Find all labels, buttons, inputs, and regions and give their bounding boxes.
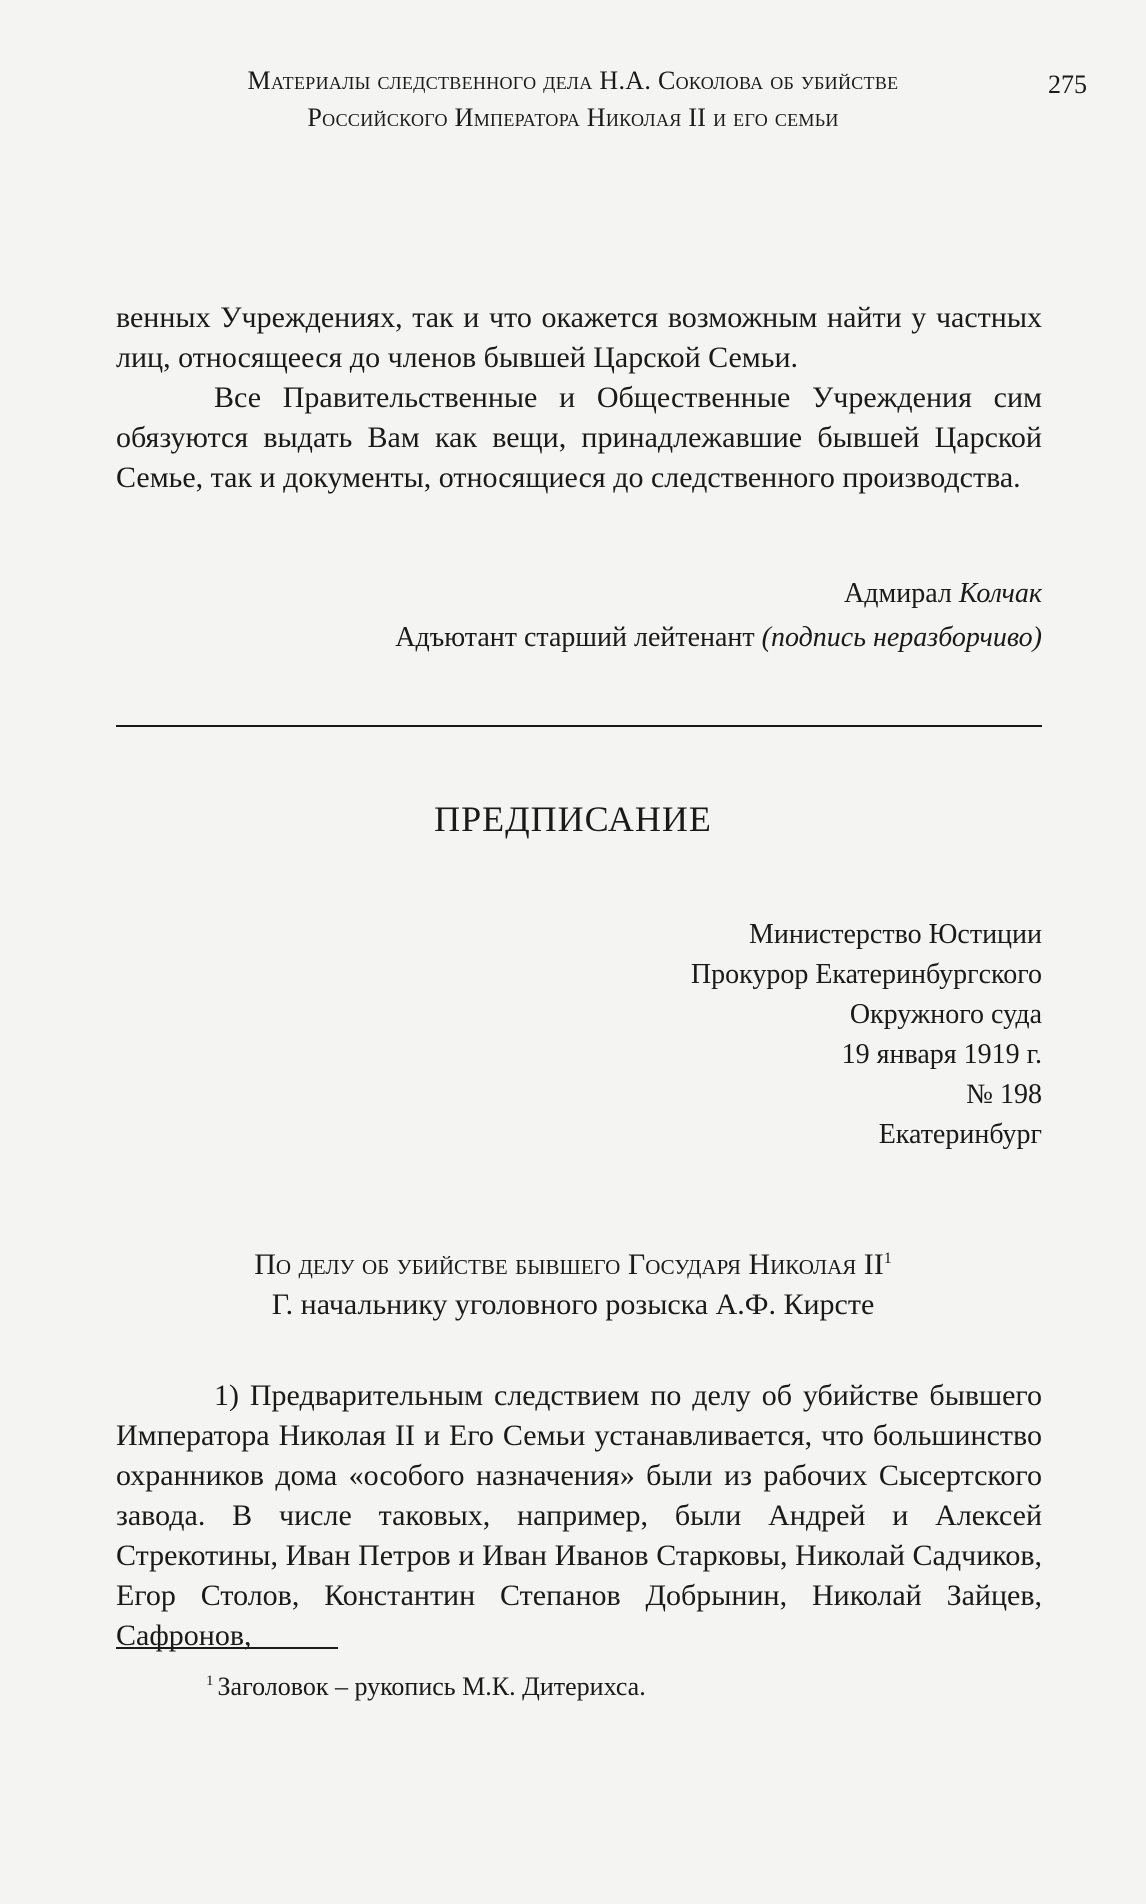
heading-line: № 198 <box>966 1079 1042 1110</box>
heading-line: Окружного суда <box>849 999 1042 1030</box>
heading-line: 19 января 1919 г. <box>841 1039 1042 1070</box>
footnote <box>206 1670 646 1704</box>
heading-line: Екатеринбург <box>878 1119 1042 1150</box>
signature-admiral-title: Адмирал <box>844 578 952 609</box>
signature-adjutant-title: Адъютант старший лейтенант <box>395 622 755 653</box>
heading-line: Прокурор Екатеринбургского <box>690 959 1042 990</box>
running-head-line-1: Материалы следственного дела Н.А. Соколова об убийстве <box>247 66 899 95</box>
top-paragraph-2: Все Правительственные и Общественные Учреждения сим обязуются выдать Вам как вещи, принадлежавшие бывшей Царской Семье, так и документы, относящиеся до следственного производства. <box>116 381 1042 494</box>
document-title: ПРЕДПИСАНИЕ <box>434 799 712 839</box>
signature-admiral <box>395 572 1042 616</box>
top-paragraph-1: венных Учреждениях, так и что окажется возможным найти у частных лиц, относящееся до членов бывшей Царской Семьи. <box>116 301 1042 374</box>
running-head-line-2: Российского Императора Николая II и его семьи <box>307 103 839 132</box>
page-number: 275 <box>1048 70 1087 99</box>
document-heading-block <box>691 915 1042 1155</box>
case-title-addressee: Г. начальнику уголовного розыска А.Ф. Кирсте <box>271 1288 875 1321</box>
heading-line: Министерство Юстиции <box>748 919 1042 950</box>
case-title-text: По делу об убийстве бывшего Государя Николая II <box>254 1248 884 1281</box>
section-divider <box>116 725 1042 727</box>
case-title <box>0 1245 1146 1325</box>
signature-adjutant-note: (подпись неразборчиво) <box>761 622 1042 653</box>
top-text <box>116 298 1042 498</box>
footnote-reference: 1 <box>883 1250 892 1267</box>
footnote-text: Заголовок – рукопись М.К. Дитерихса. <box>217 1672 646 1701</box>
body-text <box>116 1376 1042 1656</box>
case-title-line-1 <box>0 1245 1146 1285</box>
footnote-mark: 1 <box>206 1673 214 1690</box>
signature-admiral-name: Колчак <box>958 578 1042 609</box>
signature-adjutant <box>395 616 1042 660</box>
signature-block <box>395 572 1042 660</box>
footnote-divider <box>116 1647 338 1649</box>
running-head <box>0 62 1146 136</box>
body-paragraph-1: 1) Предварительным следствием по делу об убийстве бывшего Императора Николая II и Его Семьи устанавливается, что большинство охранников дома «особого назначения» были из рабочих Сысертского завода. В числе таковых, например, были Андрей и Алексей Стрекотины, Иван Петров и Иван Иванов Старковы, Николай Садчиков, Егор Столов, Константин Степанов Добрынин, Николай Зайцев, Сафронов, <box>116 1379 1042 1652</box>
